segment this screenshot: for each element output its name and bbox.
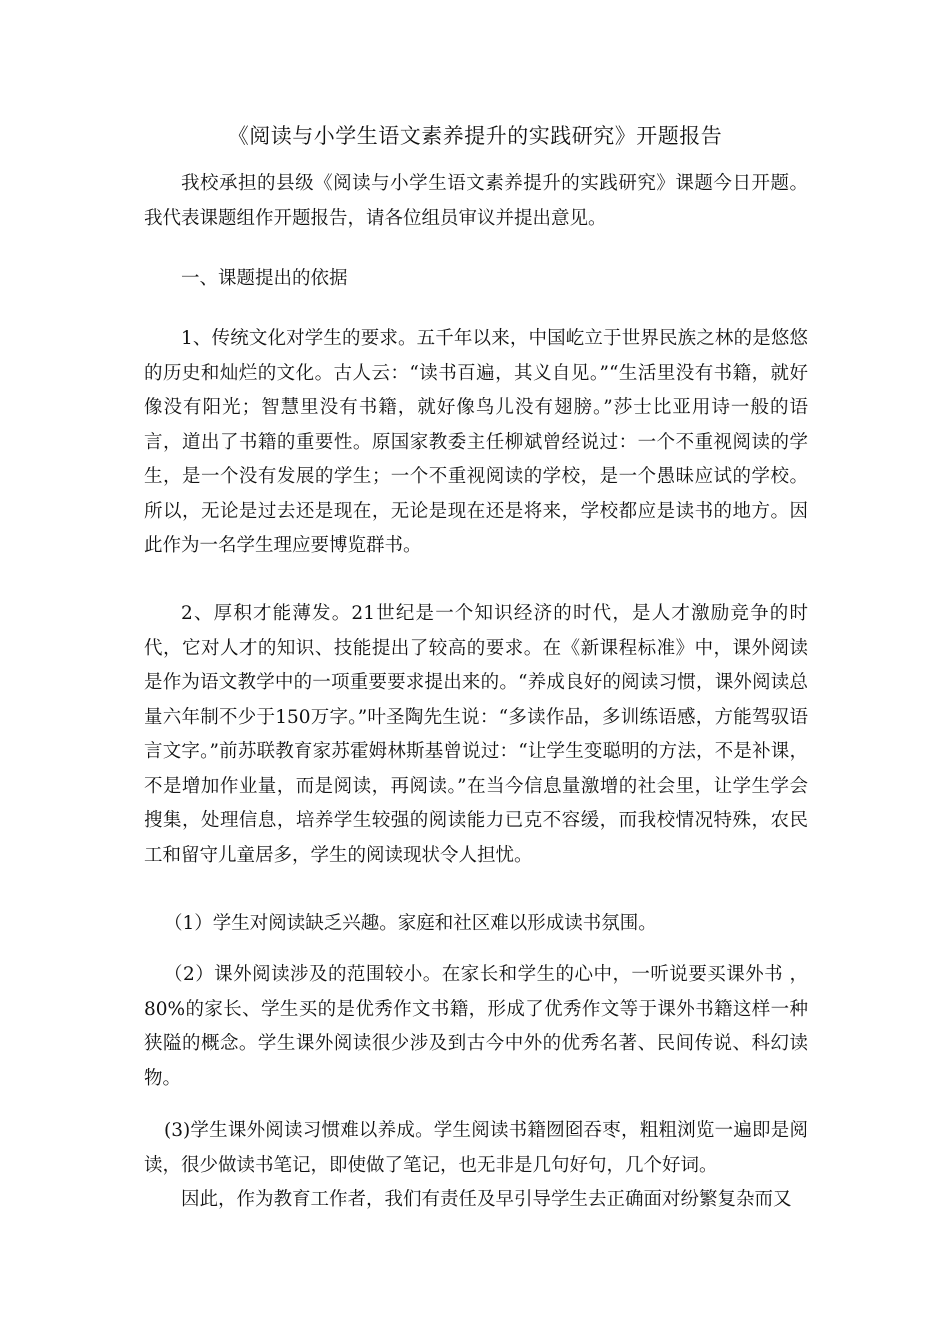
- point1-paragraph: 1、传统文化对学生的要求。五千年以来，中国屹立于世界民族之林的是悠悠的历史和灿烂的文化。古人云：“读书百遍，其义自见。”“生活里没有书籍，就好像没有阳光；智慧里没有书籍，就好像鸟儿没有翅膀。”莎士比亚用诗一般的语言，道出了书籍的重要性。原国家教委主任柳斌曾经说过：一个不重视阅读的学生，是一个没有发展的学生；一个不重视阅读的学校，是一个愚昧应试的学校。所以，无论是过去还是现在，无论是现在还是将来，学校都应是读书的地方。因此作为一名学生理应要博览群书。: [144, 328, 808, 556]
- point2-paragraph: 2、厚积才能薄发。21世纪是一个知识经济的时代，是人才激励竞争的时代，它对人才的知识、技能提出了较高的要求。在《新课程标准》中，课外阅读是作为语文教学中的一项重要要求提出来的。“养成良好的阅读习惯，课外阅读总量六年制不少于150万字。”叶圣陶先生说：“多读作品，多训练语感，方能驾驭语言文字。”前苏联教育家苏霍姆林斯基曾说过：“让学生变聪明的方法，不是补课，不是增加作业量，而是阅读，再阅读。”在当今信息量激增的社会里，让学生学会搜集，处理信息，培养学生较强的阅读能力已克不容缓，而我校情况特殊，农民工和留守儿童居多，学生的阅读现状令人担忧。: [144, 603, 808, 866]
- sub-point-2: （2）课外阅读涉及的范围较小。在家长和学生的心中，一听说要买课外书 ，80%的家长、学生买的是优秀作文书籍，形成了优秀作文等于课外书籍这样一种狭隘的概念。学生课外阅读很少涉及到古今中外的优秀名著、民间传说、科幻读物。: [144, 964, 808, 1089]
- sub-point-1: （1）学生对阅读缺乏兴趣。家庭和社区难以形成读书氛围。: [164, 913, 657, 934]
- document-title: 《阅读与小学生语文素养提升的实践研究》开题报告: [227, 124, 723, 148]
- intro-paragraph: 我校承担的县级《阅读与小学生语文素养提升的实践研究》课题今日开题。我代表课题组作开题报告，请各位组员审议并提出意见。: [144, 173, 808, 229]
- section-heading: 一、课题提出的依据: [181, 268, 348, 289]
- sub-point-3: (3)学生课外阅读习惯难以养成。学生阅读书籍囫囵吞枣，粗粗浏览一遍即是阅读，很少做读书笔记，即使做了笔记，也无非是几句好句，几个好词。: [144, 1120, 808, 1176]
- conclusion-paragraph: 因此，作为教育工作者，我们有责任及早引导学生去正确面对纷繁复杂而又: [181, 1189, 792, 1210]
